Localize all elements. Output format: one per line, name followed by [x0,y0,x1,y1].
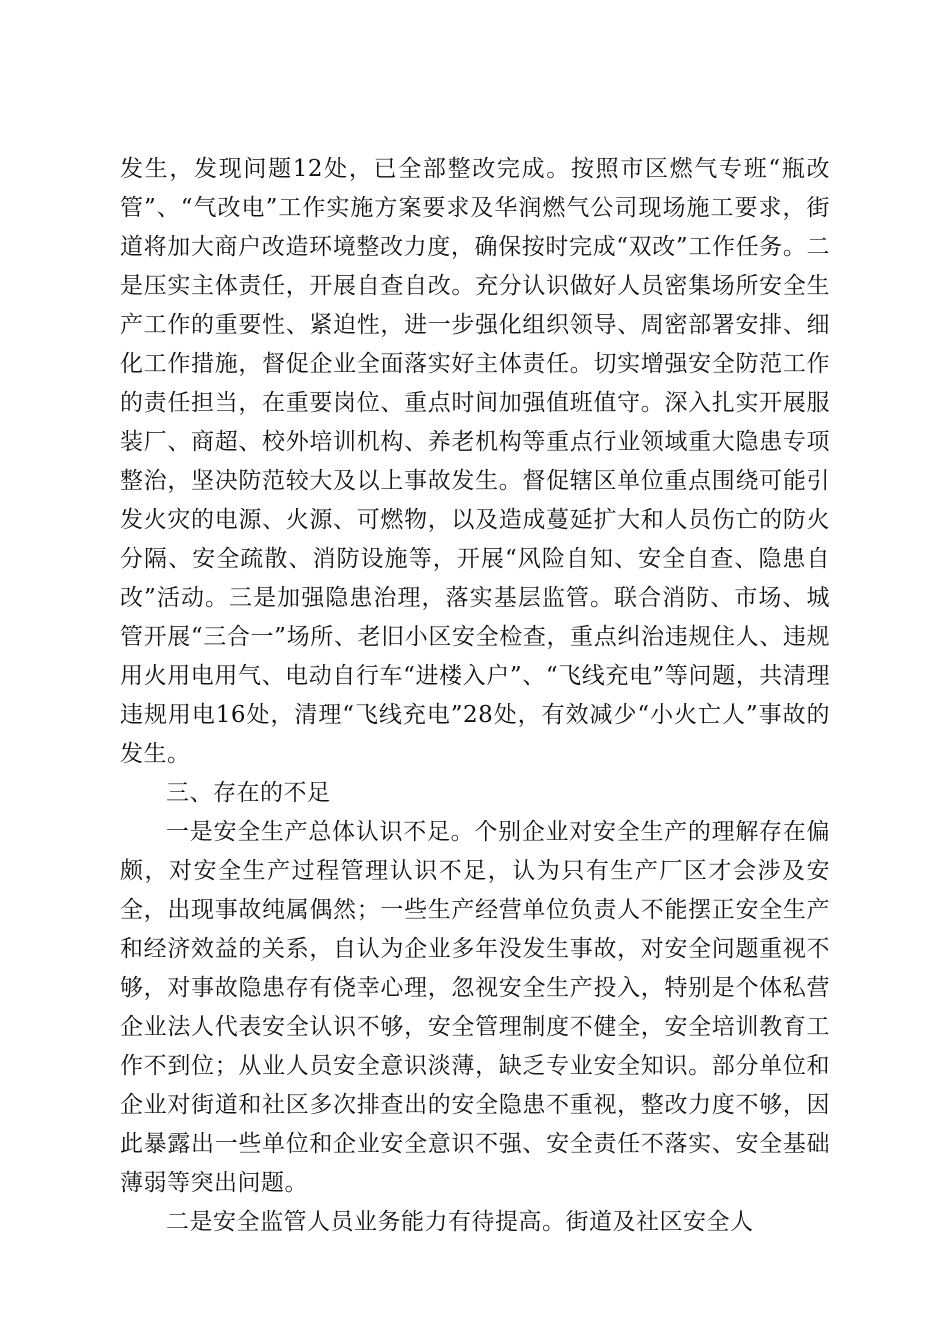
paragraph-supervisor-capability: 二是安全监管人员业务能力有待提高。街道及社区安全人 [166,1209,754,1235]
paragraph-continued: 发生，发现问题12处，已全部整改完成。按照市区燃气专班“瓶改管”、“气改电”工作实施方案要求及华润燃气公司现场施工要求，街道将加大商户改造环境整改力度，确保按时完成“双改”工作任务。二是压实主体责任，开展自查自改。充分认识做好人员密集场所安全生产工作的重要性、紧迫性，进一步强化组织领导、周密部署安排、细化工作措施，督促企业全面落实好主体责任。切实增强安全防范工作的责任担当，在重要岗位、重点时间加强值班值守。深入扎实开展服装厂、商超、校外培训机构、养老机构等重点行业领域重大隐患专项整治，坚决防范较大及以上事故发生。督促辖区单位重点围绕可能引发火灾的电源、火源、可燃物，以及造成蔓延扩大和人员伤亡的防火分隔、安全疏散、消防设施等，开展“风险自知、安全自查、隐患自改”活动。三是加强隐患治理，落实基层监管。联合消防、市场、城管开展“三合一”场所、老旧小区安全检查，重点纠治违规住人、违规用火用电用气、电动自行车“进楼入户”、“飞线充电”等问题，共清理违规用电16处，清理“飞线充电”28处，有效减少“小火亡人”事故的发生。 [120,156,830,767]
paragraph-insufficient-awareness: 一是安全生产总体认识不足。个别企业对安全生产的理解存在偏颇，对安全生产过程管理认识不足，认为只有生产厂区才会涉及安全，出现事故纯属偶然；一些生产经营单位负责人不能摆正安全生产和经济效益的关系，自认为企业多年没发生事故，对安全问题重视不够，对事故隐患存有侥幸心理，忽视安全生产投入，特别是个体私营企业法人代表安全认识不够，安全管理制度不健全，安全培训教育工作不到位；从业人员安全意识淡薄，缺乏专业安全知识。部分单位和企业对街道和社区多次排查出的安全隐患不重视，整改力度不够，因此暴露出一些单位和企业安全意识不强、安全责任不落实、安全基础薄弱等突出问题。 [120,819,830,1196]
section-heading: 三、存在的不足 [166,780,331,806]
document-page [120,150,830,1242]
